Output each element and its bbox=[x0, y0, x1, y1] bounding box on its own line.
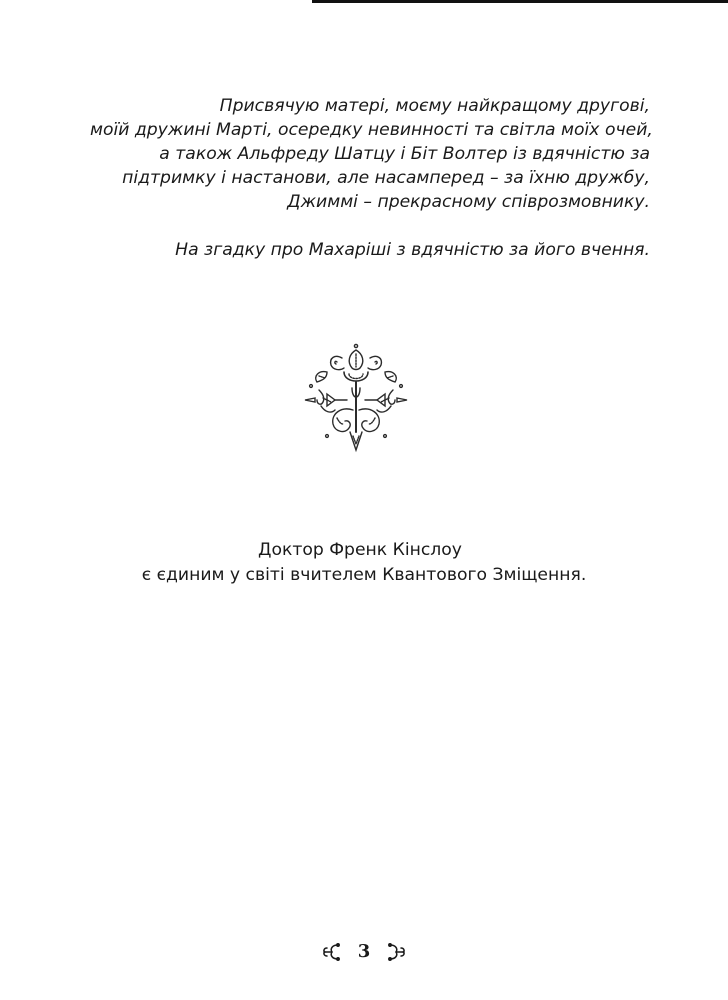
top-rule bbox=[312, 0, 728, 3]
page-number: 3 bbox=[357, 941, 371, 962]
left-flourish-icon bbox=[320, 941, 342, 963]
floral-ornament-icon bbox=[297, 340, 415, 458]
dedication bbox=[90, 94, 653, 262]
author-name: Доктор Френк Кінслоу bbox=[258, 540, 462, 560]
author-description: є єдиним у світі вчителем Квантового Зміщення. bbox=[141, 565, 587, 585]
author-note bbox=[0, 538, 728, 588]
page-footer bbox=[0, 940, 728, 964]
dedication-line: Присвячую матері, моєму найкращому другові, bbox=[219, 96, 650, 116]
dedication-line: підтримку і настанови, але насамперед – за їхню дружбу, bbox=[122, 168, 650, 188]
dedication-line: а також Альфреду Шатцу і Біт Волтер із вдячністю за bbox=[159, 144, 650, 164]
right-flourish-icon bbox=[386, 941, 408, 963]
dedication-line: Джиммі – прекрасному співрозмовнику. bbox=[287, 192, 650, 212]
dedication-line: моїй дружині Марті, осередку невинності та світла моїх очей, bbox=[90, 120, 653, 140]
memorial-line: На згадку про Махаріші з вдячністю за його вчення. bbox=[175, 240, 650, 260]
